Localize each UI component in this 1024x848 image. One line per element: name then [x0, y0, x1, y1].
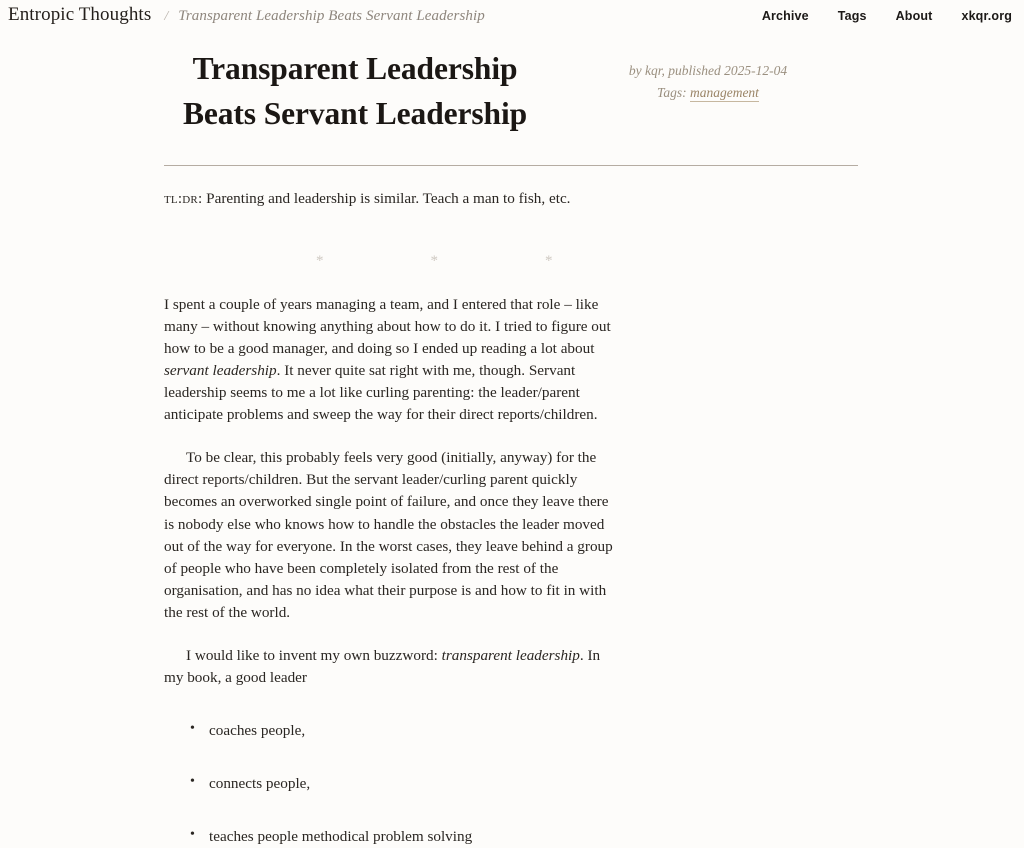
page-title-line-1: Transparent Leadership	[192, 51, 518, 86]
paragraph-1	[164, 273, 616, 426]
nav-link-tags[interactable]: Tags	[837, 9, 867, 23]
paragraph-1-part-a: I spent a couple of years managing a team, and I entered that role – like many – without knowing anything about how to do it. I tried to figure out how to be a good manager, and doing so I ended up reading a lot about	[164, 296, 611, 358]
tags-label: Tags:	[657, 84, 687, 100]
tldr-text: Parenting and leadership is similar. Teach a man to fish, etc.	[206, 190, 571, 208]
breadcrumb-current-page: Transparent Leadership Beats Servant Leadership	[178, 8, 485, 24]
page-title	[75, 47, 635, 136]
paragraph-1-emphasis: servant leadership	[164, 362, 277, 380]
list-item: • connects people,	[164, 773, 616, 795]
breadcrumb-separator: /	[164, 9, 169, 24]
page-title-line-2: Beats Servant Leadership	[182, 95, 528, 131]
breadcrumb	[8, 4, 485, 26]
site-header	[0, 0, 1024, 38]
byline: by kqr, published 2025-12-04	[628, 63, 788, 78]
site-title-link[interactable]: Entropic Thoughts	[8, 4, 152, 25]
paragraph-3-emphasis: transparent leadership	[441, 646, 580, 664]
nav-link-about[interactable]: About	[895, 9, 933, 23]
paragraph-3-part-b: . In my book, a good leader	[164, 646, 601, 686]
paragraph-2: To be clear, this probably feels very good (initially, anyway) for the direct reports/children. But the servant leader/curling parent quickly becomes an overworked single point of failure, and once they leave there is nobody else who knows how to handle the obstacles the leader moved out of the way for everyone. In the worst cases, they leave behind a group of people who have been completely isolated from the rest of the organisation, and has no idea what their purpose is and how to fit in with the rest of the world.	[164, 449, 613, 621]
main-navigation	[762, 9, 1012, 23]
list-item: • coaches people,	[164, 720, 616, 742]
leader-qualities-list	[164, 720, 616, 848]
article	[0, 38, 1024, 848]
nav-link-xkqr-org[interactable]: xkqr.org	[961, 9, 1012, 23]
section-break-asterisks: * * *	[316, 253, 599, 270]
article-body	[164, 188, 616, 847]
article-header	[0, 38, 1024, 136]
article-metadata	[588, 60, 828, 104]
paragraph-3	[164, 624, 616, 689]
nav-link-archive[interactable]: Archive	[761, 9, 809, 23]
list-item: • teaches people methodical problem solving	[164, 826, 616, 848]
tldr-paragraph	[164, 188, 616, 210]
paragraph-1-part-b: . It never quite sat right with me, though. Servant leadership seems to me a lot like curling parenting: the leader/parent anticipate problems and sweep the way for their direct reports/children.	[164, 362, 598, 424]
paragraph-3-part-a: I would like to invent my own buzzword:	[186, 646, 442, 664]
tag-link-management[interactable]: management	[689, 84, 759, 100]
tags-row	[588, 82, 828, 104]
header-divider	[164, 165, 858, 166]
tldr-label: tl:dr:	[164, 190, 203, 208]
